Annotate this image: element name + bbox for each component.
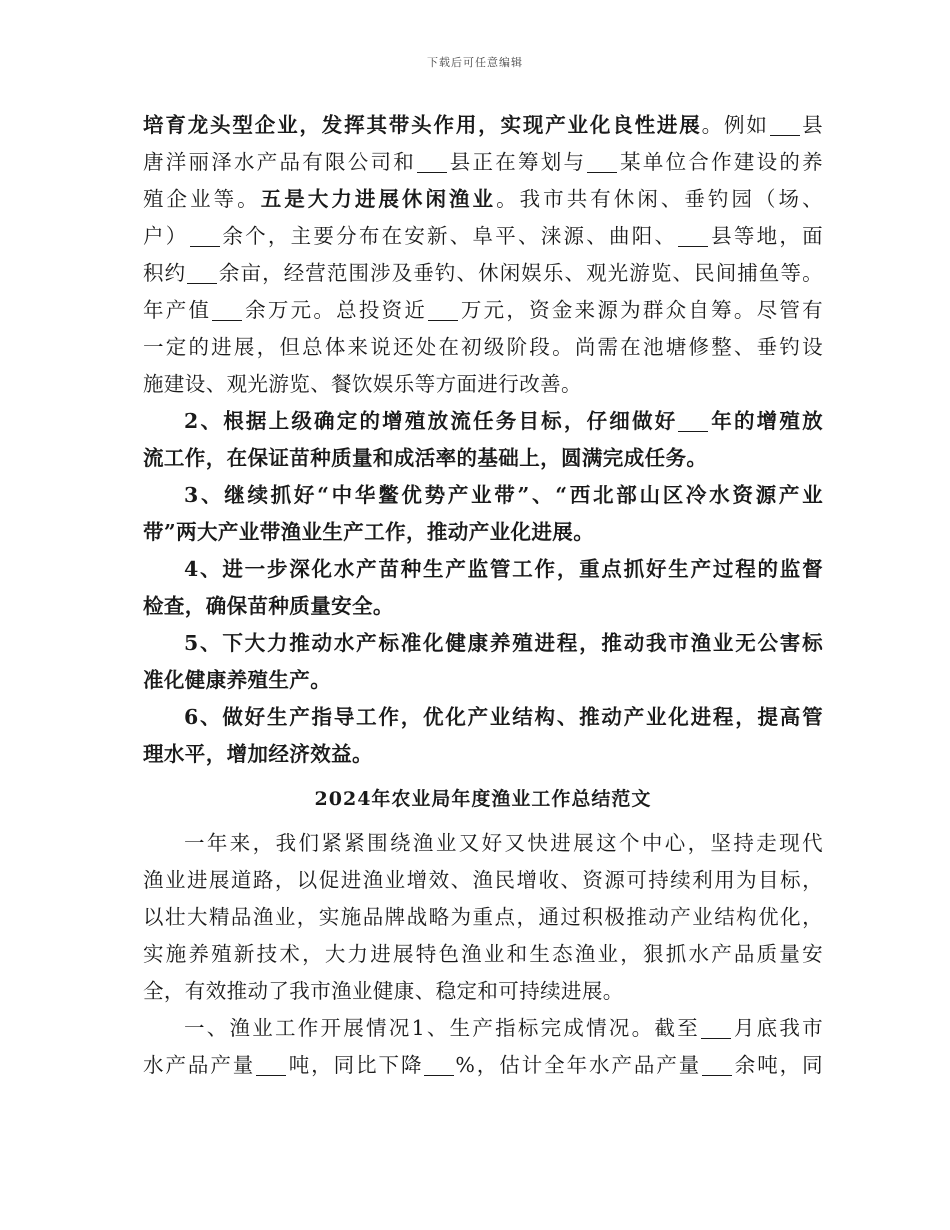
text-line <box>143 477 823 514</box>
bold-text: 6、做好生产指导工作，优化产业结构、推动产业化进程，提高管 <box>184 705 823 729</box>
section-title: 2024年农业局年度渔业工作总结范文 <box>314 788 652 810</box>
body-text: 余吨，同 <box>733 1053 823 1077</box>
text-line <box>143 699 823 736</box>
text-line <box>143 1047 823 1084</box>
body-text: 一、渔业工作开展情况1、生产指标完成情况。截至 <box>184 1016 700 1040</box>
body-text: 余亩，经营范围涉及垂钓、休闲娱乐、观光游览、民间捕鱼等。 <box>218 261 823 285</box>
bold-text: 流工作，在保证苗种质量和成活率的基础上，圆满完成任务。 <box>143 446 708 470</box>
fill-in-blank <box>701 1016 731 1039</box>
text-line <box>143 514 823 551</box>
fill-in-blank <box>678 409 708 432</box>
body-text: 。我市共有休闲、垂钓园（场、 <box>496 187 823 211</box>
bold-text: 5、下大力推动水产标准化健康养殖进程，推动我市渔业无公害标 <box>184 631 823 655</box>
body-text: 殖企业等。 <box>143 187 261 211</box>
body-text: 余个，主要分布在安新、阜平、涞源、曲阳、 <box>220 224 678 248</box>
body-text: 吨，同比下降 <box>287 1053 424 1077</box>
body-text: 一年来，我们紧紧围绕渔业又好又快进展这个中心，坚持走现代 <box>184 831 823 855</box>
page-header: 下载后可任意编辑 <box>427 56 523 69</box>
text-line <box>143 662 823 699</box>
bold-text: 年的增殖放 <box>709 409 823 433</box>
bold-text: 五是大力进展休闲渔业 <box>260 187 497 211</box>
bold-text: 检查，确保苗种质量安全。 <box>143 594 394 618</box>
body-text: 月底我市 <box>731 1016 823 1040</box>
body-text: 。例如 <box>701 113 769 137</box>
fill-in-blank <box>187 261 217 284</box>
bold-text: 培育龙头型企业，发挥其带头作用，实现产业化良性进展 <box>143 113 702 137</box>
body-text: %，估计全年水产品产量 <box>455 1053 702 1077</box>
bold-text: 理水平，增加经济效益。 <box>143 742 373 766</box>
fill-in-blank <box>678 224 708 247</box>
body-text: 万元，资金来源为群众自筹。尽管有 <box>459 298 824 322</box>
document-body <box>143 107 823 1084</box>
body-text: 全，有效推动了我市渔业健康、稳定和可持续进展。 <box>143 979 624 1003</box>
text-line <box>143 255 823 292</box>
text-line <box>143 292 823 329</box>
text-line <box>143 551 823 588</box>
text-line <box>143 1010 823 1047</box>
body-text: 县等地，面 <box>709 224 823 248</box>
body-text: 积约 <box>143 261 187 285</box>
paragraph-block-1 <box>143 107 823 773</box>
text-line <box>143 329 823 366</box>
fill-in-blank <box>424 1053 454 1076</box>
fill-in-blank <box>770 113 800 136</box>
fill-in-blank <box>212 298 242 321</box>
body-text: 县 <box>800 113 824 137</box>
text-line <box>143 936 823 973</box>
body-text: 水产品产量 <box>143 1053 256 1077</box>
fill-in-blank <box>702 1053 732 1076</box>
text-line <box>143 366 823 403</box>
text-line <box>143 625 823 662</box>
text-line <box>143 736 823 773</box>
text-line <box>143 440 823 477</box>
body-text: 某单位合作建设的养 <box>618 150 823 174</box>
text-line <box>143 862 823 899</box>
body-text: 县正在筹划与 <box>447 150 587 174</box>
body-text: 一定的进展，但总体来说还处在初级阶段。尚需在池塘修整、垂钓设 <box>143 335 823 359</box>
body-text: 余万元。总投资近 <box>243 298 428 322</box>
bold-text: 准化健康养殖生产。 <box>143 668 332 692</box>
fill-in-blank <box>587 150 617 173</box>
bold-text: 4、进一步深化水产苗种生产监管工作，重点抓好生产过程的监督 <box>184 557 823 581</box>
body-text: 唐洋丽泽水产品有限公司和 <box>143 150 416 174</box>
text-line <box>143 403 823 440</box>
text-line <box>143 825 823 862</box>
bold-text: 带”两大产业带渔业生产工作，推动产业化进展。 <box>143 520 595 544</box>
text-line <box>143 899 823 936</box>
text-line <box>143 144 823 181</box>
body-text: 渔业进展道路，以促进渔业增效、渔民增收、资源可持续利用为目标， <box>143 868 823 892</box>
body-text: 实施养殖新技术，大力进展特色渔业和生态渔业，狠抓水产品质量安 <box>143 942 823 966</box>
bold-text: 3、继续抓好“中华鳖优势产业带”、“西北部山区冷水资源产业 <box>184 483 823 507</box>
fill-in-blank <box>190 224 220 247</box>
text-line <box>143 181 823 218</box>
fill-in-blank <box>417 150 447 173</box>
body-text: 年产值 <box>143 298 212 322</box>
text-line <box>143 107 823 144</box>
text-line <box>143 588 823 625</box>
body-text: 施建设、观光游览、餐饮娱乐等方面进行改善。 <box>143 372 582 396</box>
text-line <box>143 218 823 255</box>
body-text: 以壮大精品渔业，实施品牌战略为重点，通过积极推动产业结构优化， <box>143 905 823 929</box>
body-text: 户） <box>143 224 189 248</box>
bold-text: 2、根据上级确定的增殖放流任务目标，仔细做好 <box>184 409 678 433</box>
fill-in-blank <box>256 1053 286 1076</box>
text-line <box>143 973 823 1010</box>
fill-in-blank <box>428 298 458 321</box>
paragraph-block-2 <box>143 825 823 1084</box>
